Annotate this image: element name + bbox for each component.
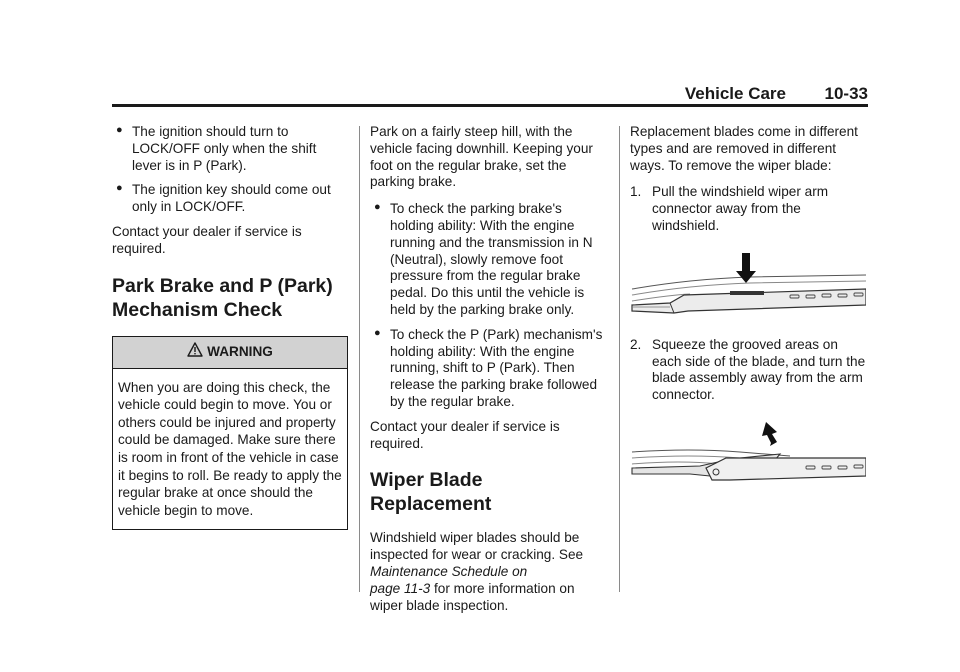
contact-dealer-text: Contact your dealer if service is required. bbox=[112, 223, 302, 256]
bullet-icon: ● bbox=[116, 182, 123, 195]
step-item bbox=[630, 184, 870, 234]
park-brake-heading: Park Brake and P (Park) Mechanism Check bbox=[112, 274, 333, 321]
hill-intro-text: Park on a fairly steep hill, with the vehicle facing downhill. Keeping your foot on the regular brake, set the parking brake. bbox=[370, 124, 593, 190]
list-item: ● To check the P (Park) mechanism's holding ability: With the engine running, shift to P (Park). Then release the parking brake followed by the regular brake. bbox=[374, 326, 603, 409]
page-header bbox=[112, 84, 868, 106]
column-2 bbox=[370, 124, 608, 624]
page-reference-link[interactable]: page 11-3 bbox=[370, 580, 431, 596]
maintenance-schedule-link[interactable]: Maintenance Schedule on bbox=[370, 563, 528, 579]
bullet-icon: ● bbox=[374, 201, 381, 214]
replacement-intro-text: Replacement blades come in different types and are removed in different ways. To remove the wiper blade: bbox=[630, 124, 858, 173]
wiper-arm-illustration bbox=[630, 249, 866, 319]
column-divider-1 bbox=[359, 126, 360, 592]
warning-header bbox=[113, 337, 347, 369]
contact-dealer-text: Contact your dealer if service is required. bbox=[370, 418, 560, 451]
column-3 bbox=[630, 124, 870, 510]
column-1 bbox=[112, 124, 348, 530]
page-number: 10-33 bbox=[824, 84, 868, 103]
step-text: Squeeze the grooved areas on each side of the blade, and turn the blade assembly away from the arm connector. bbox=[652, 336, 866, 403]
wiper-blade-illustration bbox=[630, 422, 866, 492]
list-item: ● The ignition should turn to LOCK/OFF only when the shift lever is in P (Park). bbox=[116, 124, 317, 173]
warning-box bbox=[112, 336, 348, 531]
step-number: 1. bbox=[630, 184, 642, 200]
list-item: ● The ignition key should come out only in LOCK/OFF. bbox=[116, 182, 331, 215]
warning-triangle-icon bbox=[187, 342, 203, 362]
step-number: 2. bbox=[630, 336, 642, 352]
warning-body: When you are doing this check, the vehicle could begin to move. You or others could be injured and property could be damaged. Make sure there is room in front of the vehicle in case it begins to roll. Be ready to apply the regular brake at once should the vehicle begin to move. bbox=[118, 379, 342, 518]
section-title: Vehicle Care bbox=[684, 84, 786, 103]
wiper-heading: Wiper Blade Replacement bbox=[370, 469, 492, 516]
step-item bbox=[630, 337, 870, 404]
bullet-icon: ● bbox=[116, 124, 123, 136]
header-rule bbox=[112, 104, 868, 107]
list-item: ● To check the parking brake's holding ability: With the engine running and the transmission in N (Neutral), slowly remove foot pressure from the regular brake pedal. Do this until the vehicle is held by the parking brake only. bbox=[374, 201, 593, 317]
bullet-icon: ● bbox=[374, 326, 381, 339]
column-divider-2 bbox=[619, 126, 620, 592]
wiper-inspection-text: Windshield wiper blades should be inspected for wear or cracking. See Maintenance Schedule on page 11-3 for more information on wiper blade inspection. bbox=[370, 530, 584, 613]
step-text: Pull the windshield wiper arm connector away from the windshield. bbox=[652, 184, 829, 233]
warning-title: WARNING bbox=[207, 343, 273, 359]
